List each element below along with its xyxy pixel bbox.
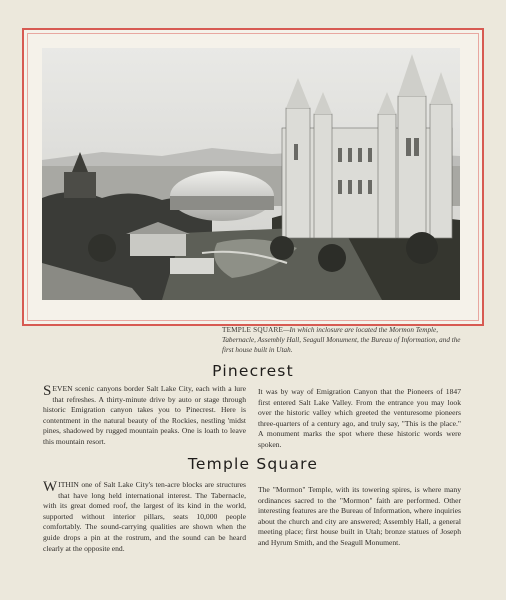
pinecrest-drop-cap: S (43, 383, 52, 399)
temple-square-right-column (258, 485, 461, 549)
pinecrest-right-column (258, 387, 461, 451)
temple-square-drop-cap: W (43, 479, 58, 495)
temple-square-left-text: ITHIN one of Salt Lake City's ten-acre blocks are structures that have long held international interest. The Tabernacle, with its great domed roof, the largest of its kind in the world, supported without interior pillars, seats 10,000 people comfortably. The sound-carrying qualities are shown when the guide drops a pin at the rostrum, and the sound can be heard clearly at the opposite end. (43, 480, 246, 553)
temple-square-photo (42, 48, 460, 300)
caption-lead: TEMPLE SQUARE (222, 326, 284, 334)
pinecrest-heading: Pinecrest (212, 362, 294, 380)
photo-caption (222, 325, 468, 355)
pinecrest-right-text: It was by way of Emigration Canyon that the Pioneers of 1847 first entered Salt Lake Valley. From the entrance you may look over the historic valley which greeted the venturesome pioneers three-quarters of a century ago, and truly say, "This is the place." A monument marks the spot where these historic words were spoken. (258, 387, 461, 449)
temple-square-right-text: The "Mormon" Temple, with its towering spires, is where many ordinances sacred to the "Mormon" faith are performed. Other interesting features are the Bureau of Information, where inquiries about the church and city are answered; Assembly Hall, a general meeting place; first house built in Utah; bronze statues of Joseph and Hyrum Smith, and the Seagull Monument. (258, 485, 461, 547)
pinecrest-left-column (43, 384, 246, 448)
pinecrest-left-text: EVEN scenic canyons border Salt Lake City, each with a lure that refreshes. A thirty-minute drive by auto or stage through historic Emigration canyon takes you to Pinecrest. Here is contentment in the natural beauty of the Rockies, nestling 'midst pines, shadowed by rugged mountain peaks. One is loath to leave this mountain resort. (43, 384, 246, 446)
temple-square-illustration (42, 48, 460, 300)
temple-square-left-column (43, 480, 246, 554)
caption-text: —In which inclosure are located the Mormon Temple, Tabernacle, Assembly Hall, Seagull Monument, the Bureau of Information, and the first house built in Utah. (222, 326, 461, 354)
temple-square-heading: Temple Square (187, 455, 319, 473)
